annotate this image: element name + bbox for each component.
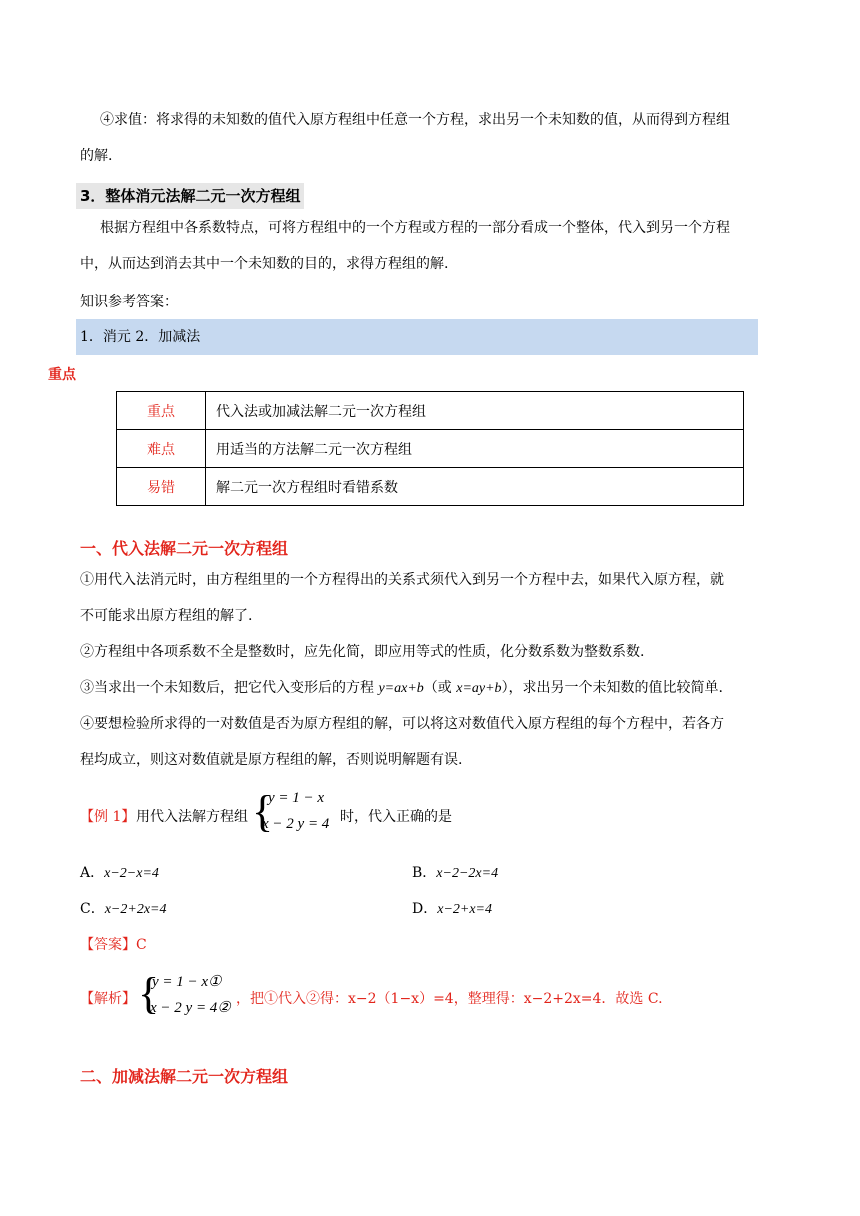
option-a-text: x−2−x=4 (104, 866, 159, 881)
keypoint-value: 代入法或加减法解二元一次方程组 (206, 392, 744, 430)
table-row (117, 430, 744, 468)
keypoints-label: 重点 (48, 367, 76, 383)
part1-item2: ②方程组中各项系数不全是整数时，应先化简，即应用等式的性质，化分数系数为整数系数. (80, 644, 645, 660)
option-a[interactable] (80, 862, 159, 882)
part1-item4-line2: 程均成立，则这对数值就是原方程组的解，否则说明解题有误. (80, 752, 463, 768)
option-d-label: D． (412, 901, 438, 917)
example1-brace: { (252, 787, 274, 836)
option-c-label: C． (80, 901, 105, 917)
analysis-brace: { (138, 969, 160, 1018)
table-row (117, 392, 744, 430)
option-b[interactable] (412, 862, 498, 882)
item3-eq2: x=ay+b (456, 681, 502, 696)
option-c[interactable] (80, 898, 167, 918)
part1-item3 (80, 672, 723, 705)
reference-answers: 1．消元 2．加减法 (76, 319, 758, 355)
part1-item1-line2: 不可能求出原方程组的解了. (80, 608, 253, 624)
item3-pre: ③当求出一个未知数后，把它代入变形后的方程 (80, 680, 379, 696)
option-d-text: x−2+x=4 (437, 902, 493, 917)
item3-post: ），求出另一个未知数的值比较简单. (501, 680, 724, 696)
example1-analysis-tag: 【解析】 (80, 991, 136, 1007)
keypoint-value: 用适当的方法解二元一次方程组 (206, 430, 744, 468)
table-row (117, 468, 744, 506)
option-d[interactable] (412, 898, 492, 918)
keypoints-table (116, 391, 744, 506)
example1-answer: 【答案】C (80, 937, 147, 953)
section3-para-line2: 中，从而达到消去其中一个未知数的目的，求得方程组的解. (80, 256, 449, 272)
part2-heading: 二、加减法解二元一次方程组 (80, 1067, 289, 1086)
item3-mid: （或 (423, 680, 457, 696)
example1-stem-pre: 用代入法解方程组 (136, 809, 248, 825)
part1-item4-line1: ④要想检验所求得的一对数值是否为原方程组的解，可以将这对数值代入原方程组的每个方程中，若各方 (80, 716, 724, 732)
reference-title: 知识参考答案： (80, 294, 178, 310)
part1-heading: 一、代入法解二元一次方程组 (80, 539, 289, 558)
example1-tag: 【例 1】 (80, 809, 136, 825)
part1-item1-line1: ①用代入法消元时，由方程组里的一个方程得出的关系式须代入到另一个方程中去，如果代入原方程，就 (80, 572, 724, 588)
example1-stem-post: 时，代入正确的是 (340, 809, 452, 825)
option-a-label: A． (80, 865, 105, 881)
keypoint-key: 难点 (117, 430, 206, 468)
item3-eq1: y=ax+b (378, 681, 424, 696)
section3-heading: 3．整体消元法解二元一次方程组 (76, 183, 304, 209)
keypoint-value: 解二元一次方程组时看错系数 (206, 468, 744, 506)
example1-eq2: x − 2 y = 4 (262, 816, 330, 832)
analysis-eq2: x − 2 y = 4② (150, 1000, 231, 1016)
option-c-text: x−2+2x=4 (104, 902, 167, 917)
keypoint-key: 重点 (117, 392, 206, 430)
section3-para-line1: 根据方程组中各系数特点，可将方程组中的一个方程或方程的一部分看成一个整体，代入到另一个方程 (100, 220, 730, 236)
step4-line2: 的解. (80, 148, 113, 164)
step4-line1: ④求值：将求得的未知数的值代入原方程组中任意一个方程，求出另一个未知数的值，从而得到方程组 (100, 112, 730, 128)
analysis-eq1: y = 1 − x① (152, 974, 222, 990)
option-b-label: B． (412, 865, 437, 881)
keypoint-key: 易错 (117, 468, 206, 506)
option-b-text: x−2−2x=4 (436, 866, 499, 881)
example1-analysis-text: ，把①代入②得：x−2（1−x）=4，整理得：x−2+2x=4．故选 C. (236, 991, 663, 1007)
example1-eq1: y = 1 − x (268, 790, 325, 806)
